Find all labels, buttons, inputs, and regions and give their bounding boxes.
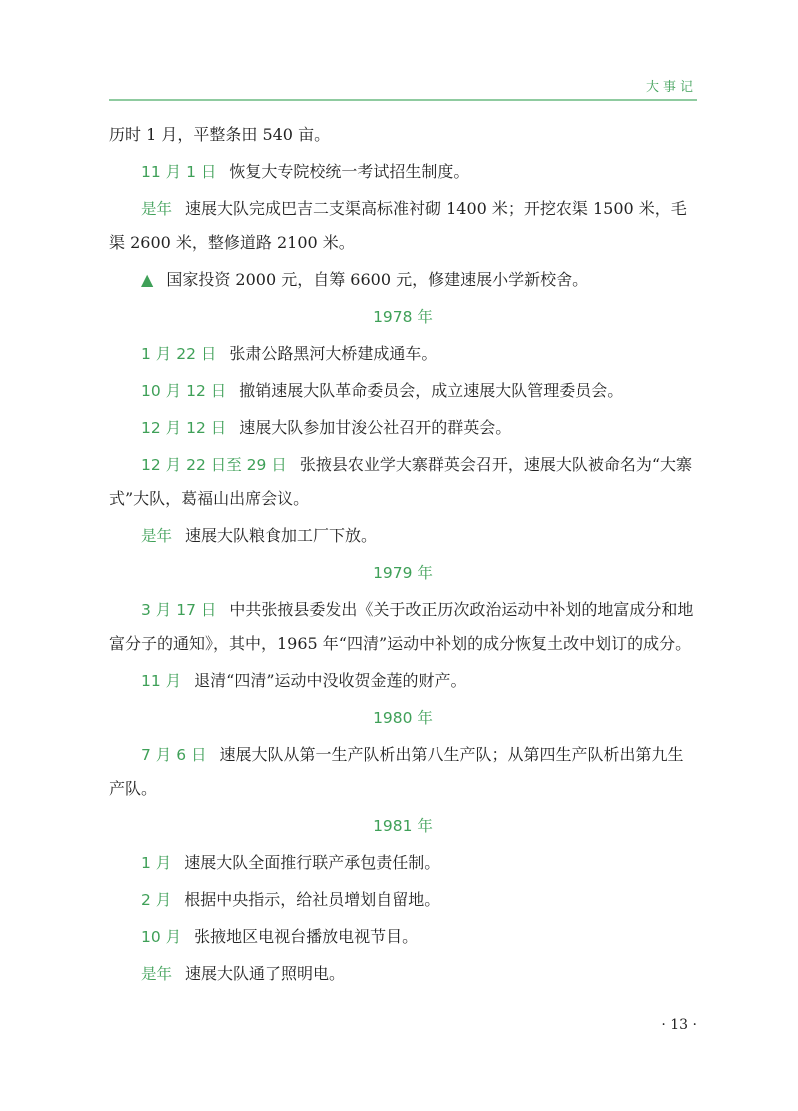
year-heading: 1981 年 [373, 817, 433, 835]
entry-text: 历时 1 月，平整条田 540 亩。 [109, 125, 331, 144]
chronicle-entry [109, 846, 697, 880]
year-heading: 1980 年 [373, 709, 433, 727]
entry-date: 12 月 22 日至 29 日 [141, 456, 287, 474]
chronicle-entry [109, 593, 697, 661]
year-heading: 1978 年 [373, 308, 433, 326]
entry-date: 2 月 [141, 891, 172, 909]
entry-date: 7 月 6 日 [141, 746, 207, 764]
entry-date: 1 月 22 日 [141, 345, 217, 363]
entry-text: 中共张掖县委发出《关于改正历次政治运动中补划的地富成分和地富分子的通知》，其中，1965 年“四清”运动中补划的成分恢复土改中划订的成分。 [109, 600, 694, 653]
entry-date: 11 月 [141, 672, 182, 690]
chronicle-entry [109, 664, 697, 698]
triangle-bullet-icon: ▲ [141, 270, 154, 289]
entry-text: 张肃公路黑河大桥建成通车。 [229, 344, 438, 363]
entry-text: 速展大队全面推行联产承包责任制。 [184, 853, 441, 872]
entry-date: 12 月 12 日 [141, 419, 227, 437]
chronicle-entry [109, 738, 697, 806]
chronicle-entry [109, 155, 697, 189]
chronicle-entry [109, 411, 697, 445]
entry-date: 10 月 [141, 928, 182, 946]
chronicle-body [109, 118, 697, 994]
entry-date: 是年 [141, 527, 173, 545]
entry-text: 国家投资 2000 元，自筹 6600 元，修建速展小学新校舍。 [166, 270, 589, 289]
chronicle-entry [109, 448, 697, 516]
entry-date: 1 月 [141, 854, 172, 872]
entry-date: 是年 [141, 200, 173, 218]
page-number: · 13 · [661, 1017, 697, 1033]
entry-text: 速展大队参加甘浚公社召开的群英会。 [239, 418, 512, 437]
year-heading: 1979 年 [373, 564, 433, 582]
entry-text: 恢复大专院校统一考试招生制度。 [229, 162, 470, 181]
entry-text: 速展大队完成巴吉二支渠高标准衬砌 1400 米；开挖农渠 1500 米，毛渠 2600 米，整修道路 2100 米。 [109, 199, 687, 252]
chronicle-entry [109, 337, 697, 371]
entry-text: 张掖地区电视台播放电视节目。 [194, 927, 419, 946]
entry-date: 3 月 17 日 [141, 601, 217, 619]
entry-text: 撤销速展大队革命委员会，成立速展大队管理委员会。 [239, 381, 624, 400]
chronicle-entry [109, 519, 697, 553]
entry-date: 11 月 1 日 [141, 163, 217, 181]
entry-text: 速展大队从第一生产队析出第八生产队；从第四生产队析出第九生产队。 [109, 745, 684, 798]
entry-text: 根据中央指示，给社员增划自留地。 [184, 890, 441, 909]
entry-text: 退清“四清”运动中没收贺金莲的财产。 [194, 671, 467, 690]
entry-date: 是年 [141, 965, 173, 983]
chronicle-entry [109, 957, 697, 991]
bullet-entry [109, 263, 697, 297]
entry-text: 速展大队粮食加工厂下放。 [185, 526, 378, 545]
chronicle-entry [109, 374, 697, 408]
section-header-label: 大事记 [645, 80, 697, 95]
entry-text: 张掖县农业学大寨群英会召开，速展大队被命名为“大寨式”大队，葛福山出席会议。 [109, 455, 692, 508]
chronicle-entry [109, 920, 697, 954]
entry-date: 10 月 12 日 [141, 382, 227, 400]
chronicle-entry [109, 883, 697, 917]
header-divider [109, 99, 697, 101]
entry-text: 速展大队通了照明电。 [185, 964, 346, 983]
chronicle-entry [109, 192, 697, 260]
chronicle-entry [109, 118, 697, 152]
